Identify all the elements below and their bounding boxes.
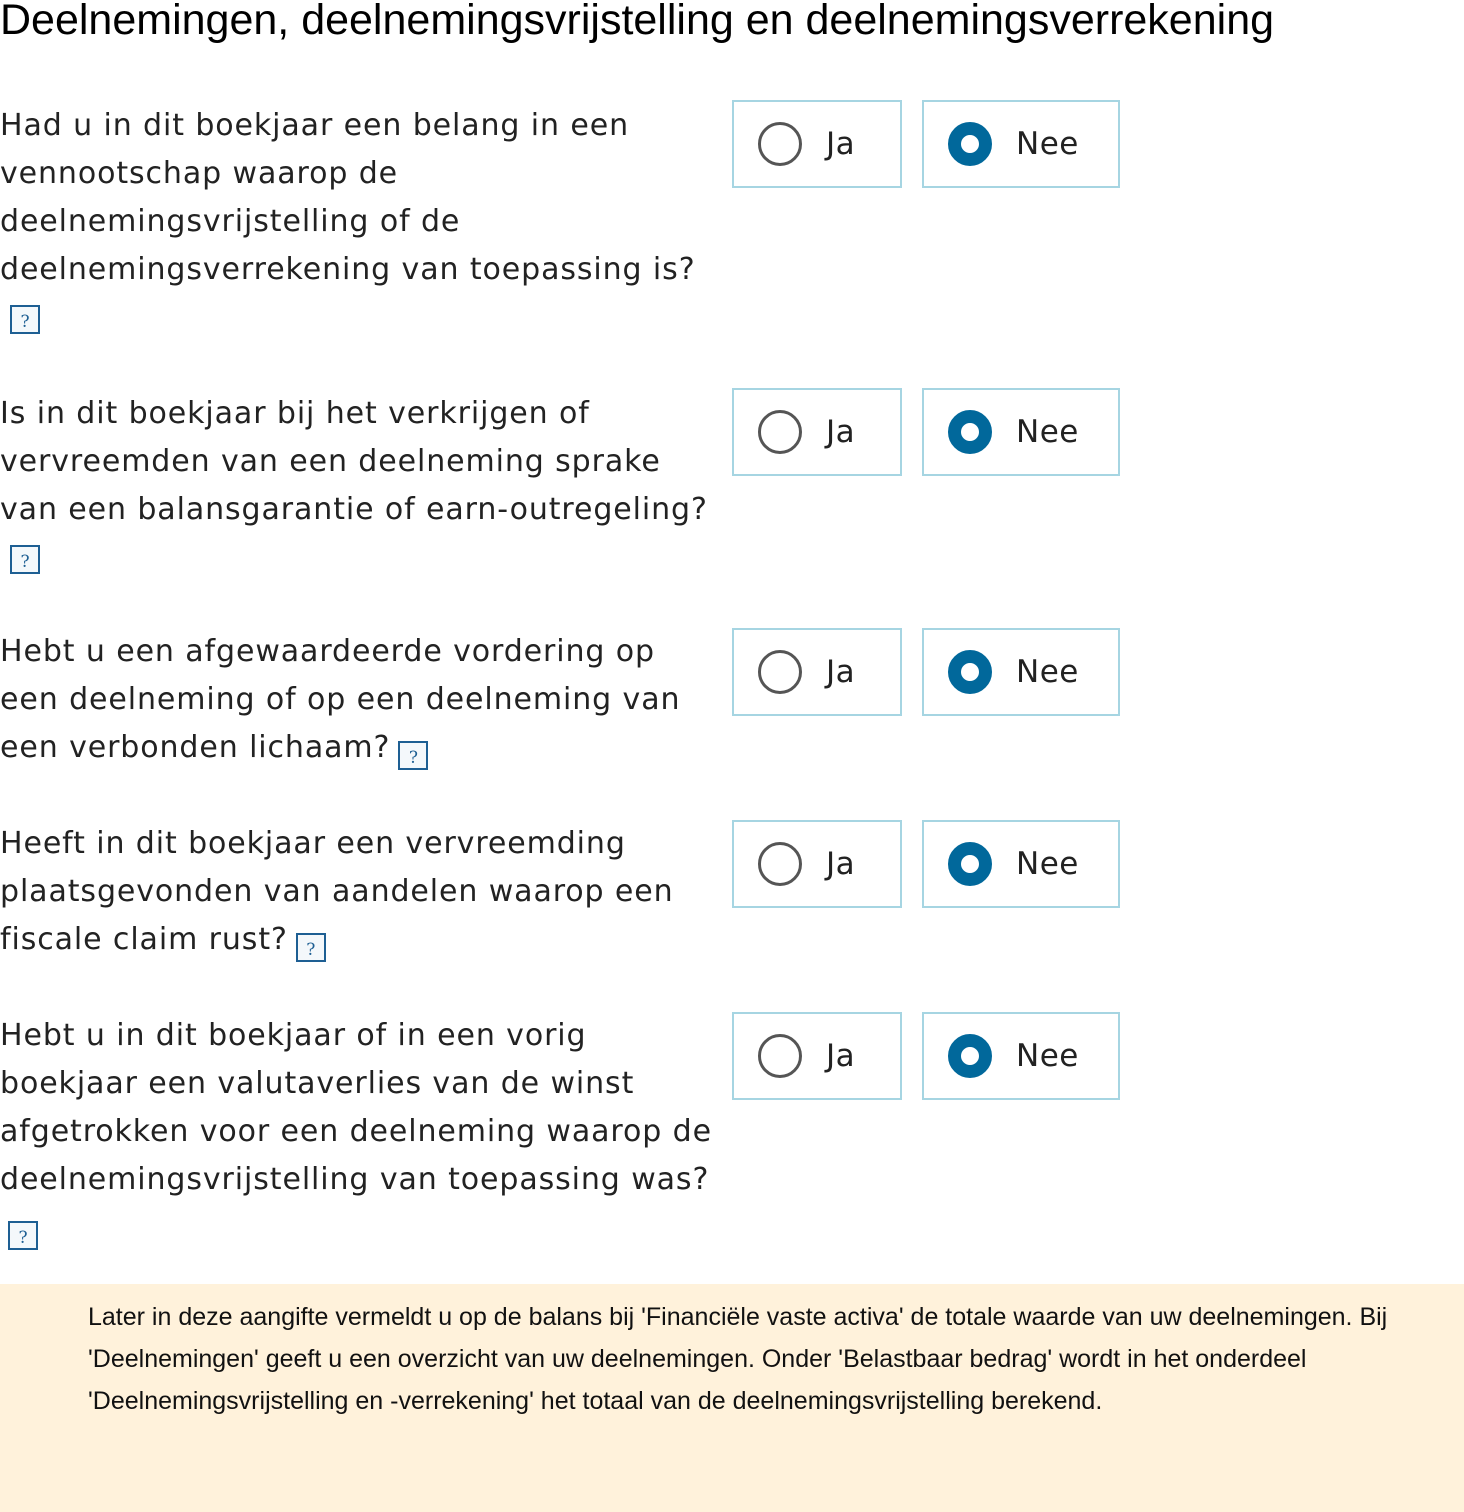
option-label-nee: Nee [1016,414,1079,450]
radio-unchecked-icon[interactable] [758,650,802,694]
radio-unchecked-icon[interactable] [758,1034,802,1078]
option-label-nee: Nee [1016,1038,1079,1074]
radio-unchecked-icon[interactable] [758,842,802,886]
question-2-text: Is in dit boekjaar bij het verkrijgen of vervreemden van een deelneming sprake van een balansgarantie of earn-outregeling? [0,396,708,527]
info-box [0,1284,1464,1512]
question-3-text: Hebt u een afgewaardeerde vordering op een deelneming of op een deelneming van een verbonden lichaam? [0,634,681,765]
radio-unchecked-icon[interactable] [758,410,802,454]
option-label-ja: Ja [826,126,856,162]
question-5-option-ja[interactable] [732,1012,902,1100]
option-label-ja: Ja [826,414,856,450]
radio-checked-icon[interactable] [948,1034,992,1078]
option-label-ja: Ja [826,846,856,882]
help-icon[interactable]: ? [398,741,428,770]
radio-checked-icon[interactable] [948,122,992,166]
question-2-text-wrapper [0,390,720,574]
radio-unchecked-icon[interactable] [758,122,802,166]
page-title: Deelnemingen, deelnemingsvrijstelling en deelnemingsverrekening [0,0,1275,44]
option-label-nee: Nee [1016,654,1079,690]
radio-checked-icon[interactable] [948,410,992,454]
option-label-nee: Nee [1016,126,1079,162]
help-icon[interactable]: ? [8,1221,38,1250]
help-icon[interactable]: ? [10,305,40,334]
question-5-text: Hebt u in dit boekjaar of in een vorig boekjaar een valutaverlies van de winst afgetrokken voor een deelneming waarop de deelnemingsvrijstelling van toepassing was? [0,1018,712,1197]
help-icon[interactable]: ? [10,545,40,574]
help-icon[interactable]: ? [296,933,326,962]
option-label-nee: Nee [1016,846,1079,882]
question-1-text-wrapper [0,102,720,334]
question-2-option-nee[interactable] [922,388,1120,476]
question-1-option-ja[interactable] [732,100,902,188]
question-5-text-wrapper [0,1012,720,1252]
question-4-text: Heeft in dit boekjaar een vervreemding plaatsgevonden van aandelen waarop een fiscale claim rust? [0,826,674,957]
question-5-option-nee[interactable] [922,1012,1120,1100]
option-label-ja: Ja [826,654,856,690]
question-4-option-ja[interactable] [732,820,902,908]
question-2-option-ja[interactable] [732,388,902,476]
question-3-option-ja[interactable] [732,628,902,716]
radio-checked-icon[interactable] [948,842,992,886]
info-text: Later in deze aangifte vermeldt u op de balans bij 'Financiële vaste activa' de totale waarde van uw deelnemingen. Bij 'Deelnemingen' geeft u een overzicht van uw deelnemingen. Onder 'Belastbaar bedrag' wordt in het onderdeel 'Deelnemingsvrijstelling en -verrekening' het totaal van de deelnemingsvrijstelling berekend. [88,1303,1388,1415]
option-label-ja: Ja [826,1038,856,1074]
question-4-option-nee[interactable] [922,820,1120,908]
question-4-text-wrapper [0,820,720,964]
question-1-option-nee[interactable] [922,100,1120,188]
radio-checked-icon[interactable] [948,650,992,694]
question-3-text-wrapper [0,628,720,772]
question-1-text: Had u in dit boekjaar een belang in een vennootschap waarop de deelnemingsvrijstelling of de deelnemingsverrekening van toepassing is? [0,108,696,287]
question-3-option-nee[interactable] [922,628,1120,716]
